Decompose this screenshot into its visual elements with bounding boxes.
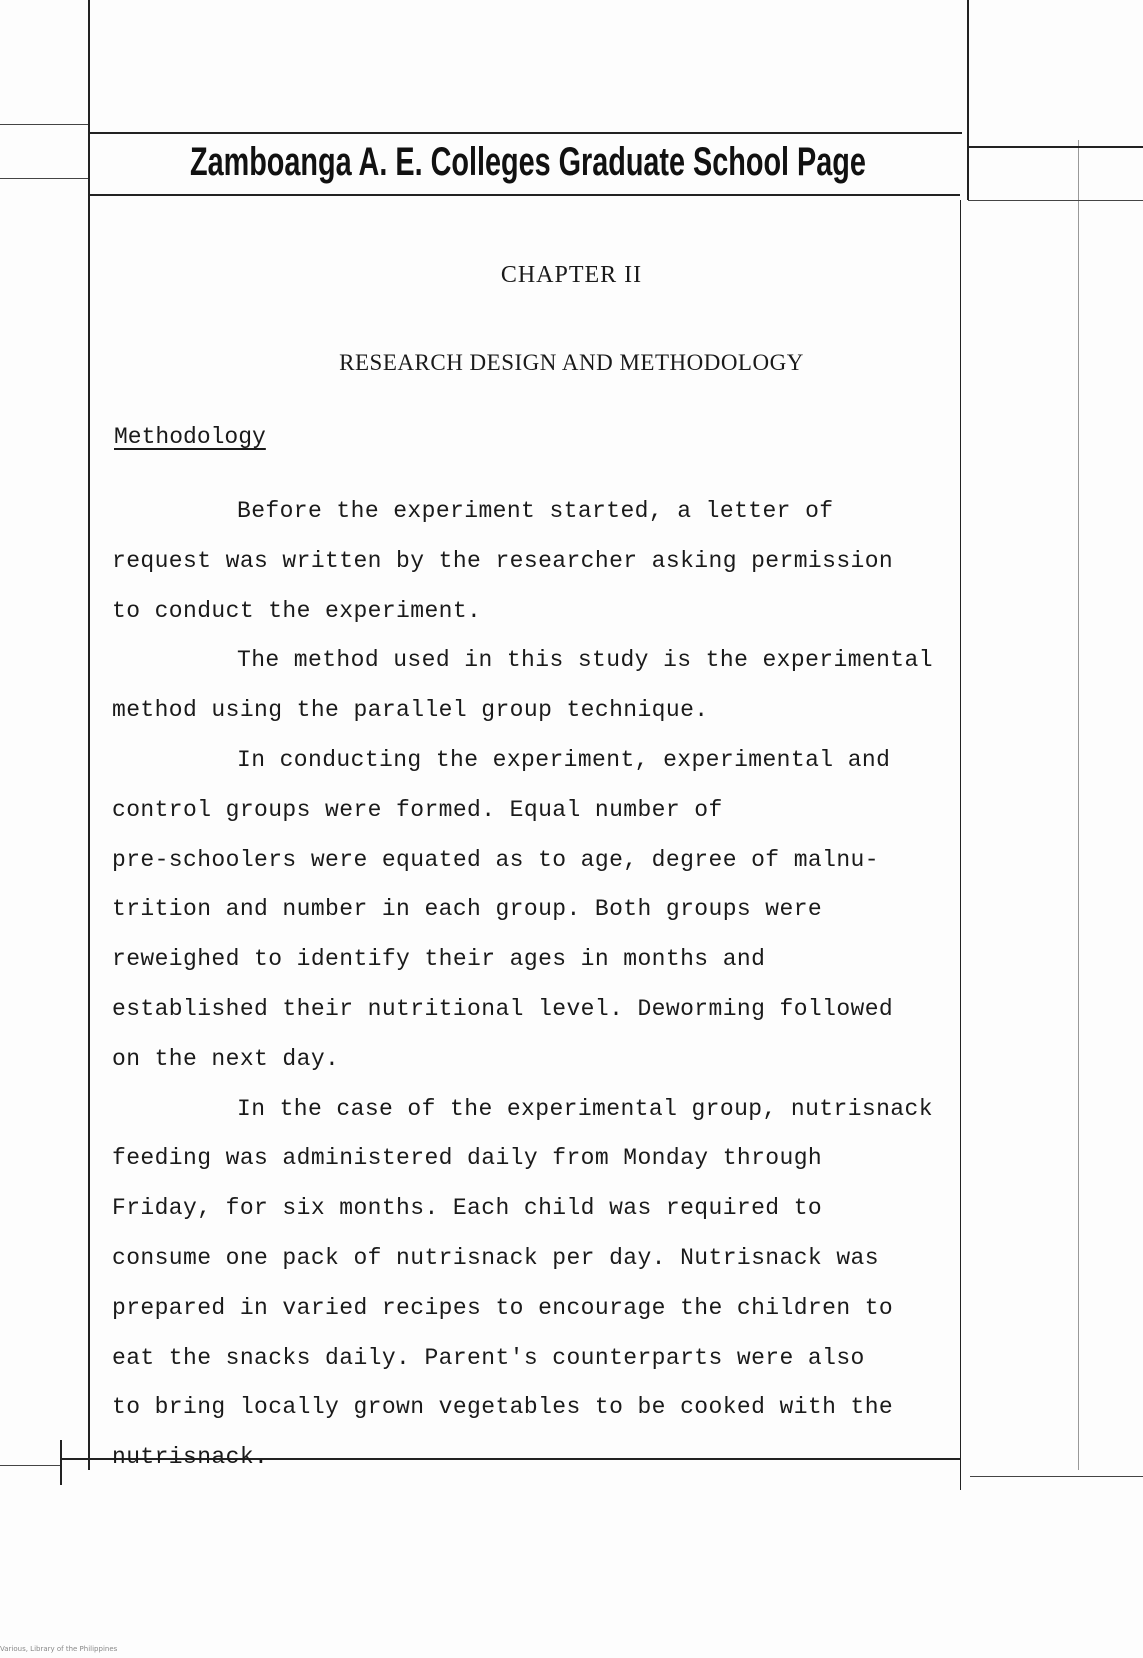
- header-bottom-rule-right: [968, 200, 1143, 201]
- section-heading: Methodology: [114, 424, 266, 450]
- right-margin-rule: [967, 0, 969, 200]
- paragraph-line: nutrisnack.: [112, 1444, 269, 1471]
- far-right-rule: [1078, 140, 1079, 1470]
- bottom-left-rule: [0, 1465, 60, 1466]
- body-text: [112, 487, 1012, 1483]
- paragraph-line: pre-schoolers were equated as to age, degree of malnu-: [112, 846, 879, 873]
- paragraph-line: to conduct the experiment.: [112, 597, 482, 624]
- paragraph-line: feeding was administered daily from Monday through: [112, 1145, 823, 1172]
- paragraph-line: method using the parallel group technique.: [112, 697, 709, 724]
- paragraph-line: Friday, for six months. Each child was required to: [112, 1195, 823, 1222]
- paragraph-line: Before the experiment started, a letter of: [237, 498, 834, 524]
- paragraph-line: prepared in varied recipes to encourage the children to: [112, 1294, 894, 1321]
- header-bottom-rule: [90, 194, 960, 196]
- header-top-rule-right: [968, 146, 1143, 148]
- paragraph-line: trition and number in each group. Both groups were: [112, 896, 823, 923]
- paragraph-line: request was written by the researcher asking permission: [112, 547, 894, 574]
- paragraph-line: In conducting the experiment, experimental and: [237, 746, 891, 773]
- paragraph-line: on the next day.: [112, 1045, 340, 1072]
- top-left-rule: [0, 124, 88, 125]
- chapter-title: RESEARCH DESIGN AND METHODOLOGY: [339, 350, 804, 375]
- paragraph-line: The method used in this study is the experimental: [237, 647, 933, 674]
- left-margin-rule: [88, 0, 90, 1470]
- header-title: Zamboanga A. E. Colleges Graduate School Page: [190, 140, 866, 184]
- paragraph-line: control groups were formed. Equal number of: [112, 796, 723, 823]
- paragraph-line: eat the snacks daily. Parent's counterparts were also: [112, 1344, 865, 1371]
- header-top-rule: [90, 132, 962, 134]
- left-margin-rule-lower: [60, 1440, 62, 1485]
- header-left-underline: [0, 178, 88, 179]
- chapter-number: CHAPTER II: [500, 262, 643, 288]
- paragraph-line: consume one pack of nutrisnack per day. Nutrisnack was: [112, 1244, 879, 1271]
- paragraph-line: reweighed to identify their ages in months and: [112, 946, 766, 973]
- footer-note: Various, Library of the Philippines: [0, 1645, 118, 1653]
- paragraph-line: to bring locally grown vegetables to be cooked with the: [112, 1394, 894, 1421]
- paragraph-line: established their nutritional level. Deworming followed: [112, 995, 894, 1022]
- paragraph-line: In the case of the experimental group, nutrisnack: [237, 1095, 933, 1122]
